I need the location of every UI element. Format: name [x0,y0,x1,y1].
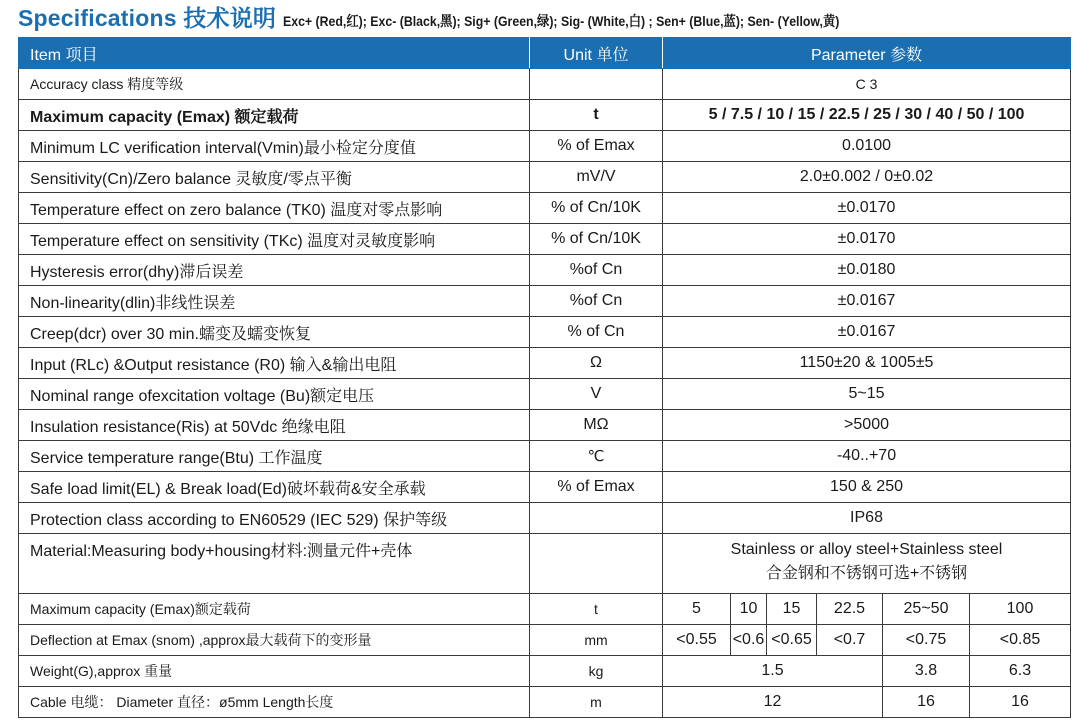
row-item: Nominal range ofexcitation voltage (Bu)额定电压 [19,379,530,410]
cable-cell: 16 [883,687,970,718]
deflection-cell: <0.75 [883,625,970,656]
row-parameter: -40..+70 [663,441,1071,472]
table-row [19,224,1071,255]
row-unit: % of Cn/10K [530,193,663,224]
column-header-unit: Unit 单位 [530,38,663,69]
row-unit: kg [530,656,663,687]
table-row [19,131,1071,162]
row-unit: V [530,379,663,410]
row-item: Protection class according to EN60529 (IEC 529) 保护等级 [19,503,530,534]
row-unit: MΩ [530,410,663,441]
weight-cell: 1.5 [663,656,883,687]
row-unit: t [530,594,663,625]
row-item: Safe load limit(EL) & Break load(Ed)破坏载荷&安全承载 [19,472,530,503]
row-item: Input (RLc) &Output resistance (R0) 输入&输出电阻 [19,348,530,379]
row-item: Temperature effect on sensitivity (TKc) 温度对灵敏度影响 [19,224,530,255]
row-item: Maximum capacity (Emax) 额定载荷 [19,100,530,131]
table-row [19,441,1071,472]
row-unit [530,534,663,594]
row-parameter: 0.0100 [663,131,1071,162]
row-unit: % of Cn/10K [530,224,663,255]
table-row [19,286,1071,317]
row-unit [530,69,663,100]
deflection-row [19,625,1071,656]
capacity-cell: 22.5 [817,594,883,625]
column-header-parameter: Parameter 参数 [663,38,1071,69]
spec-table [18,37,1071,718]
row-parameter: IP68 [663,503,1071,534]
row-item: Weight(G),approx 重量 [19,656,530,687]
row-item: Accuracy class 精度等级 [19,69,530,100]
table-row [19,348,1071,379]
row-unit: ℃ [530,441,663,472]
row-unit: t [530,100,663,131]
weight-cell: 3.8 [883,656,970,687]
row-item: Material:Measuring body+housing材料:测量元件+壳体 [19,534,530,594]
capacity-cell: 15 [767,594,817,625]
row-parameter: ±0.0167 [663,317,1071,348]
table-row [19,100,1071,131]
capacity-cell: 5 [663,594,731,625]
row-item: Sensitivity(Cn)/Zero balance 灵敏度/零点平衡 [19,162,530,193]
page-title: Specifications 技术说明 [18,5,277,31]
row-parameter: C 3 [663,69,1071,100]
row-unit: % of Cn [530,317,663,348]
material-line-1: Stainless or alloy steel+Stainless steel [730,541,1003,558]
row-parameter: 150 & 250 [663,472,1071,503]
capacity-cell: 25~50 [883,594,970,625]
row-item: Minimum LC verification interval(Vmin)最小检定分度值 [19,131,530,162]
cable-cell: 12 [663,687,883,718]
deflection-cell: <0.6 [731,625,767,656]
row-unit [530,503,663,534]
row-item: Service temperature range(Btu) 工作温度 [19,441,530,472]
cable-cell: 16 [970,687,1071,718]
table-header-row [19,38,1071,69]
row-parameter: ±0.0170 [663,224,1071,255]
weight-row [19,656,1071,687]
cable-row [19,687,1071,718]
row-parameter: 1150±20 & 1005±5 [663,348,1071,379]
deflection-cell: <0.85 [970,625,1071,656]
table-row [19,69,1071,100]
capacity-row [19,594,1071,625]
row-unit: % of Emax [530,472,663,503]
row-unit: Ω [530,348,663,379]
row-parameter: 2.0±0.002 / 0±0.02 [663,162,1071,193]
row-parameter: >5000 [663,410,1071,441]
row-unit: mV/V [530,162,663,193]
row-item: Temperature effect on zero balance (TK0) 温度对零点影响 [19,193,530,224]
row-unit: m [530,687,663,718]
row-parameter: ±0.0180 [663,255,1071,286]
table-row [19,472,1071,503]
wiring-legend: Exc+ (Red,红); Exc- (Black,黑); Sig+ (Green,绿); Sig- (White,白) ; Sen+ (Blue,蓝); Sen- (Yellow,黄) [283,13,840,29]
deflection-cell: <0.7 [817,625,883,656]
row-parameter: ±0.0167 [663,286,1071,317]
row-parameter: 5~15 [663,379,1071,410]
row-item: Creep(dcr) over 30 min.蠕变及蠕变恢复 [19,317,530,348]
table-row [19,162,1071,193]
row-parameter: 5 / 7.5 / 10 / 15 / 22.5 / 25 / 30 / 40 / 50 / 100 [663,100,1071,131]
material-parameter [663,534,1071,594]
capacity-cell: 10 [731,594,767,625]
row-item: Hysteresis error(dhy)滞后误差 [19,255,530,286]
table-row [19,193,1071,224]
deflection-cell: <0.65 [767,625,817,656]
table-row [19,317,1071,348]
row-item: Maximum capacity (Emax)额定载荷 [19,594,530,625]
material-line-2: 合金钢和不锈钢可选+不锈钢 [765,565,968,582]
row-item: Deflection at Emax (snom) ,approx最大载荷下的变形量 [19,625,530,656]
capacity-cell: 100 [970,594,1071,625]
row-item: Non-linearity(dlin)非线性误差 [19,286,530,317]
weight-cell: 6.3 [970,656,1071,687]
row-parameter: ±0.0170 [663,193,1071,224]
row-unit: mm [530,625,663,656]
page-header [18,0,915,36]
table-row [19,503,1071,534]
row-item: Cable 电缆： Diameter 直径：ø5mm Length长度 [19,687,530,718]
table-row [19,410,1071,441]
row-unit: %of Cn [530,255,663,286]
table-row [19,255,1071,286]
material-row [19,534,1071,594]
row-item: Insulation resistance(Ris) at 50Vdc 绝缘电阻 [19,410,530,441]
table-row [19,379,1071,410]
row-unit: % of Emax [530,131,663,162]
deflection-cell: <0.55 [663,625,731,656]
column-header-item: Item 项目 [19,38,530,69]
row-unit: %of Cn [530,286,663,317]
